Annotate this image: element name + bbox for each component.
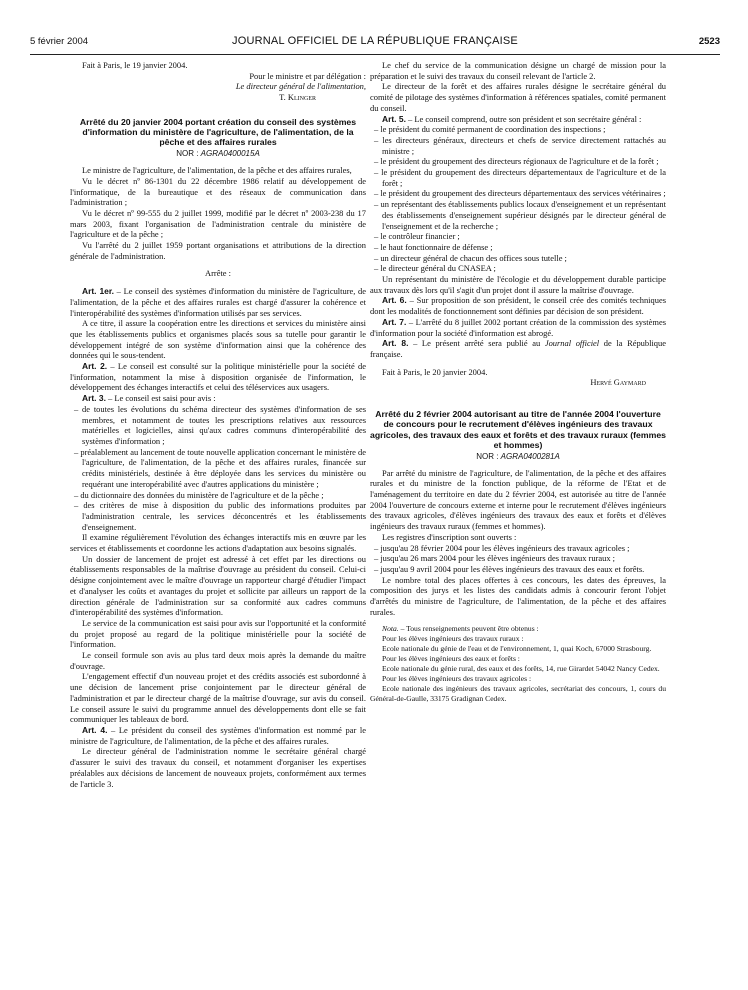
list-item: – le contrôleur financier ; (370, 231, 666, 242)
paragraph: Le directeur de la forêt et des affaires rurales désigne le secrétaire général du comité de pilotage des systèmes d'information à références spatiales, comité permanent du conseil. (370, 81, 666, 113)
article-3: Art. 3. – Le conseil est saisi pour avis : (82, 393, 216, 404)
article-5-list (370, 124, 666, 274)
arrete-2-p1: Par arrêté du ministre de l'agriculture, de l'alimentation, de la pêche et des affaires rurales et du ministre de la fonction publique, de la réforme de l'Etat et de l'aménagement du territoire en date du 2 février 2004, est autorisée au titre de l'année 2004 l'ouverture de concours externe et interne pour le recrutement d'élèves ingénieurs des travaux agricoles, d'élèves ingénieurs des travaux des eaux et forêts et d'élèves ingénieurs des travaux ruraux (femmes et hommes). (370, 467, 666, 532)
article-3-p2: Il examine régulièrement l'évolution des échanges interactifs mis en œuvre par les services et établissements et coordonne les actions d'adaptation aux besoins signalés. (70, 532, 366, 554)
list-item: – jusqu'au 26 mars 2004 pour les élèves ingénieurs des travaux ruraux ; (370, 553, 666, 564)
article-1: Art. 1er. – Le conseil des systèmes d'information du ministère de l'agriculture, de l'alimentation, de la pêche et des affaires rurales est chargé d'assurer la cohérence et l'interopérabilité des systèmes d'information utilisés par ses services. (70, 286, 367, 318)
nor-line-2: NOR : AGRA0400281A (476, 451, 560, 461)
list-item: – un représentant des établissements publics locaux d'enseignement et un représentant des établissements d'enseignement supérieur désignés par le directeur général de l'enseignement et de la recherche ; (370, 199, 666, 231)
paragraph: Le chef du service de la communication désigne un chargé de mission pour la préparation et le suivi des travaux du conseil relevant de l'article 2. (370, 60, 666, 81)
note-line: Ecole nationale des ingénieurs des travaux agricoles, secrétariat des concours, 1, cours du Général-de-Gaulle, 33175 Gradignan Cedex. (370, 684, 666, 704)
list-item: – le président du comité permanent de coordination des inspections ; (370, 124, 666, 135)
visa-2: Vu le décret nº 86-1301 du 22 décembre 1986 relatif au développement de l'informatique, de la bureautique et des réseaux de communication dans l'administration ; (70, 175, 366, 208)
article-4: Art. 4. – Le président du conseil des systèmes d'information est nommé par le ministre de l'agriculture, de l'alimentation, de la pêche et des affaires rurales. (70, 724, 366, 746)
article-5-p2: Un représentant du ministère de l'écologie et du développement durable participe aux travaux dès lors qu'il s'agit d'un projet dont il assure la maîtrise d'ouvrage. (370, 274, 666, 295)
article-3-p6: L'engagement effectif d'un nouveau projet et des crédits associés est subordonné à une décision de lancement prise conjointement par le directeur général de l'administration et par le directeur chargé de la maîtrise d'ouvrage, sur avis du conseil. Le conseil assure le suivi du programme annuel des développements dont elle se fait communiquer les tableaux de bord. (70, 671, 366, 725)
article-3-p4: Le service de la communication est saisi pour avis sur l'opportunité et la conformité du projet proposé au regard de la politique ministérielle pour la société de l'information. (70, 617, 366, 650)
article-4-p2: Le directeur général de l'administration nomme le secrétaire général chargé d'assurer le suivi des travaux du conseil, et notamment d'organiser les expertises préalables aux décisions de lancement de nouveaux projets, conformément aux termes de l'article 3. (70, 746, 366, 789)
list-item: – jusqu'au 9 avril 2004 pour les élèves ingénieurs des travaux des eaux et forêts. (370, 564, 666, 575)
registres-list (370, 543, 666, 575)
closing-signature: T. Klinger (279, 92, 316, 103)
arrete-2-p3: Le nombre total des places offertes à ces concours, les dates des épreuves, la composition des jurys et les listes des candidats admis à concourir feront l'objet d'arrêtés du ministre de l'agriculture, de l'alimentation, de la pêche et des affaires rurales. (370, 574, 666, 617)
list-item: – le haut fonctionnaire de défense ; (370, 242, 666, 253)
signature: Hervé Gaymard (590, 377, 646, 388)
article-3-p5: Le conseil formule son avis au plus tard deux mois après la demande du maître d'ouvrage. (70, 650, 366, 671)
left-column (70, 60, 366, 789)
list-item: – de toutes les évolutions du schéma directeur des systèmes d'information de ses membres, et notamment de toutes les prescriptions relatives aux ressources matérielles et logicielles, ainsi qu'aux cadres communs d'interopérabilité des systèmes d'information ; (70, 404, 366, 447)
visa-4: Vu l'arrêté du 2 juillet 1959 portant organisations et attributions de la direction générale de l'administration. (70, 240, 366, 261)
nota-block (370, 624, 666, 704)
article-8: Art. 8. – Le présent arrêté sera publié au Journal officiel de la République française. (370, 338, 666, 359)
visa-3: Vu le décret nº 99-555 du 2 juillet 1999, modifié par le décret nº 2003-238 du 17 mars 2003, fixant l'organisation de l'administration centrale du ministère de l'agriculture et de la pêche ; (70, 207, 366, 240)
list-item: – le président du groupement des directeurs départementaux des services vétérinaires ; (370, 188, 666, 199)
note-line: Pour les élèves ingénieurs des travaux ruraux : (382, 634, 524, 644)
arrete-2-p2: Les registres d'inscription sont ouverts : (382, 531, 517, 542)
list-item: – du dictionnaire des données du ministère de l'agriculture et de la pêche ; (70, 490, 366, 501)
page-number: 2523 (698, 36, 720, 47)
arrete-2-title: Arrêté du 2 février 2004 autorisant au titre de l'année 2004 l'ouverture de concours pour le recrutement d'élèves ingénieurs des travaux agricoles, des travaux des eaux et forêts et des travaux ruraux (femmes et hommes) (370, 409, 666, 450)
article-3-p3: Un dossier de lancement de projet est adressé à cet effet par les directions ou établissements responsables de la maîtrise d'ouvrage au président du conseil. Celui-ci désigne conjointement avec le maître d'ouvrage un rapporteur chargé d'étudier l'impact et d'analyser les coûts et avantages du projet et sollicite par ailleurs un rapport de la direction générale de l'administration sur sa conformité aux cadres communs d'interopérabilité des systèmes d'information. (70, 553, 366, 618)
arrete-title: Arrêté du 20 janvier 2004 portant création du conseil des systèmes d'information du ministère de l'agriculture, de l'alimentation, de la pêche et des affaires rurales (79, 116, 357, 148)
note-line: Ecole nationale du génie de l'eau et de l'environnement, 1, quai Koch, 67000 Strasbourg. (382, 644, 652, 654)
list-item: – jusqu'au 28 février 2004 pour les élèves ingénieurs des travaux agricoles ; (370, 543, 666, 554)
closing-pour: Pour le ministre et par délégation : (249, 70, 366, 81)
article-3-list (70, 404, 366, 532)
list-item: – les directeurs généraux, directeurs et chefs de service directement rattachés au ministre ; (370, 135, 666, 156)
list-item: – le président du groupement des directeurs régionaux de l'agriculture et de la forêt ; (370, 156, 666, 167)
nor-code: AGRA0400015A (200, 149, 260, 159)
journal-title: JOURNAL OFFICIEL DE LA RÉPUBLIQUE FRANÇAISE (232, 35, 518, 47)
list-item: – un directeur général de chacun des offices sous tutelle ; (370, 253, 666, 264)
issue-date: 5 février 2004 (30, 36, 89, 47)
visa-1: Le ministre de l'agriculture, de l'alimentation, de la pêche et des affaires rurales, (82, 165, 352, 176)
nota-line: Nota. – Tous renseignements peuvent être obtenus : (382, 624, 539, 634)
header-rule (30, 54, 720, 55)
article-2: Art. 2. – Le conseil est consulté sur la politique ministérielle pour la société de l'information, notamment la mise à disposition organisée de l'information, le développement des échanges interactifs et celui des téléservices aux usagers. (70, 361, 366, 393)
note-line: Pour les élèves ingénieurs des travaux agricoles : (382, 674, 532, 684)
list-item: – le directeur général du CNASEA ; (370, 263, 666, 274)
article-6: Art. 6. – Sur proposition de son président, le conseil crée des comités techniques dont les modalités de fonctionnement sont définies par décision de son président. (370, 295, 666, 317)
list-item: – le président du groupement des directeurs départementaux de l'agriculture et de la forêt ; (370, 167, 666, 188)
nor-code-2: AGRA0400281A (500, 451, 560, 461)
closing-role: Le directeur général de l'alimentation, (235, 81, 366, 92)
article-7: Art. 7. – L'arrêté du 8 juillet 2002 portant création de la commission des systèmes d'information pour la société d'information est abrogé. (370, 316, 666, 338)
place-date: Fait à Paris, le 20 janvier 2004. (382, 366, 488, 377)
article-1-p2: A ce titre, il assure la coopération entre les directions et services du ministère ainsi que les établissements publics et organismes placés sous sa tutelle pour garantir le développement intégré de son système d'information ainsi que la cohérence des données qui le sous-tendent. (70, 318, 366, 361)
closing-place-date: Fait à Paris, le 19 janvier 2004. (82, 60, 188, 70)
nor-line: NOR : AGRA0400015A (176, 149, 260, 159)
note-line: Ecole nationale du génie rural, des eaux et des forêts, 14, rue Girardet 54042 Nancy Cedex. (382, 664, 660, 674)
page-header (30, 36, 720, 54)
note-line: Pour les élèves ingénieurs des eaux et forêts : (382, 654, 520, 664)
list-item: – des critères de mise à disposition du public des informations produites par l'administration centrale, les services déconcentrés et les établissements d'enseignement. (70, 500, 366, 532)
arrete-word: Arrête : (204, 268, 231, 279)
article-5: Art. 5. – Le conseil comprend, outre son président et son secrétaire général : (382, 113, 642, 124)
list-item: – préalablement au lancement de toute nouvelle application concernant le ministère de l'agriculture, de l'alimentation, de la pêche et des affaires rurales, financée sur crédits ministériels, destinée à être déployée dans les services du ministère ou requérant une interopérabilité avec d'autres applications du ministère ; (70, 447, 366, 490)
right-column (370, 60, 666, 704)
